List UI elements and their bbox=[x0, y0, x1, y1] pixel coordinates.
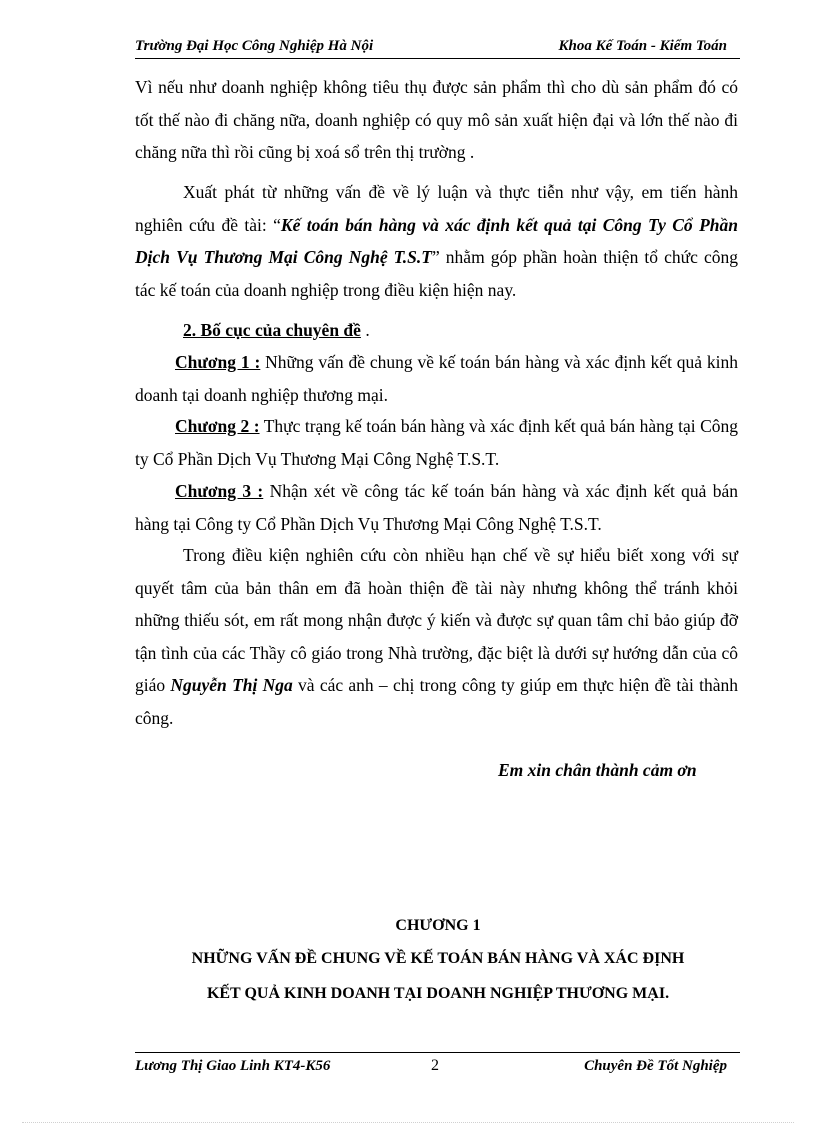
section-heading bbox=[135, 314, 738, 347]
chapter-item-2 bbox=[135, 410, 738, 475]
chapter-2-text: Thực trạng kế toán bán hàng và xác định kết quả bán hàng tại Công ty Cổ Phần Dịch Vụ Thương Mại Công Nghệ T.S.T. bbox=[135, 416, 738, 469]
chapter-3-text: Nhận xét về công tác kế toán bán hàng và xác định kết quả bán hàng tại Công ty Cổ Phần Dịch Vụ Thương Mại Công Nghệ T.S.T. bbox=[135, 481, 738, 534]
topic-lead: Xuất phát từ những vấn đề về lý luận và thực tiễn như vậy, em tiến hành nghiên cứu đề tài: “ bbox=[135, 182, 738, 235]
paragraph-topic bbox=[135, 176, 738, 306]
teacher-name: Nguyễn Thị Nga bbox=[170, 675, 293, 695]
header-faculty: Khoa Kế Toán - Kiểm Toán bbox=[558, 38, 727, 54]
section-suffix: . bbox=[360, 320, 370, 340]
chapter-1-text: Những vấn đề chung về kế toán bán hàng và xác định kết quả kinh doanh tại doanh nghiệp thương mại. bbox=[135, 352, 739, 405]
footer-doc-type: Chuyên Đề Tốt Nghiệp bbox=[584, 1058, 727, 1074]
paragraph-acknowledgement bbox=[135, 539, 738, 734]
thanks-line: Em xin chân thành cảm ơn bbox=[498, 760, 697, 780]
ack-tail: và các anh – chị trong công ty giúp em thực hiện đề tài thành công. bbox=[135, 675, 738, 728]
paragraph-intro: Vì nếu như doanh nghiệp không tiêu thụ được sản phẩm thì cho dù sản phẩm đó có tốt thế nào đi chăng nữa, doanh nghiệp có quy mô sản xuất hiện đại và lớn thế nào đi chăng nữa thì rồi cũng bị xoá sổ trên thị trường . bbox=[135, 77, 738, 162]
chapter-1-label: Chương 1 : bbox=[175, 352, 261, 372]
chapter-title-line-1: NHỮNG VẤN ĐỀ CHUNG VỀ KẾ TOÁN BÁN HÀNG VÀ XÁC ĐỊNH bbox=[191, 950, 685, 967]
chapter-3-label: Chương 3 : bbox=[175, 481, 264, 501]
page-footer bbox=[135, 1052, 740, 1079]
footer-author: Lương Thị Giao Linh KT4-K56 bbox=[135, 1058, 331, 1074]
section-title: 2. Bố cục của chuyên đề bbox=[183, 320, 361, 340]
header-school: Trường Đại Học Công Nghiệp Hà Nội bbox=[135, 38, 374, 54]
topic-tail: ” nhằm góp phần hoàn thiện tổ chức công tác kế toán của doanh nghiệp trong điều kiện hiện nay. bbox=[135, 247, 738, 300]
chapter-item-1 bbox=[135, 346, 738, 411]
page-header bbox=[135, 36, 740, 59]
chapter-item-3 bbox=[135, 475, 738, 540]
chapter-number: CHƯƠNG 1 bbox=[395, 917, 481, 934]
topic-title: Kế toán bán hàng và xác định kết quả tại Công Ty Cổ Phần Dịch Vụ Thương Mại Công Nghệ T.S.T bbox=[135, 214, 738, 267]
chapter-title-line-2: KẾT QUẢ KINH DOANH TẠI DOANH NGHIỆP THƯƠNG MẠI. bbox=[206, 985, 670, 1002]
page-number: 2 bbox=[431, 1057, 439, 1074]
ack-lead: Trong điều kiện nghiên cứu còn nhiều hạn chế về sự hiểu biết xong với sự quyết tâm của bản thân em đã hoàn thiện đề tài này nhưng không thể tránh khỏi những thiếu sót, em rất mong nhận được ý kiến và được sự quan tâm chỉ bảo giúp đỡ tận tình của các Thầy cô giáo trong Nhà trường, đặc biệt là dưới sự hướng dẫn của cô giáo bbox=[135, 545, 738, 695]
chapter-2-label: Chương 2 : bbox=[175, 416, 260, 436]
